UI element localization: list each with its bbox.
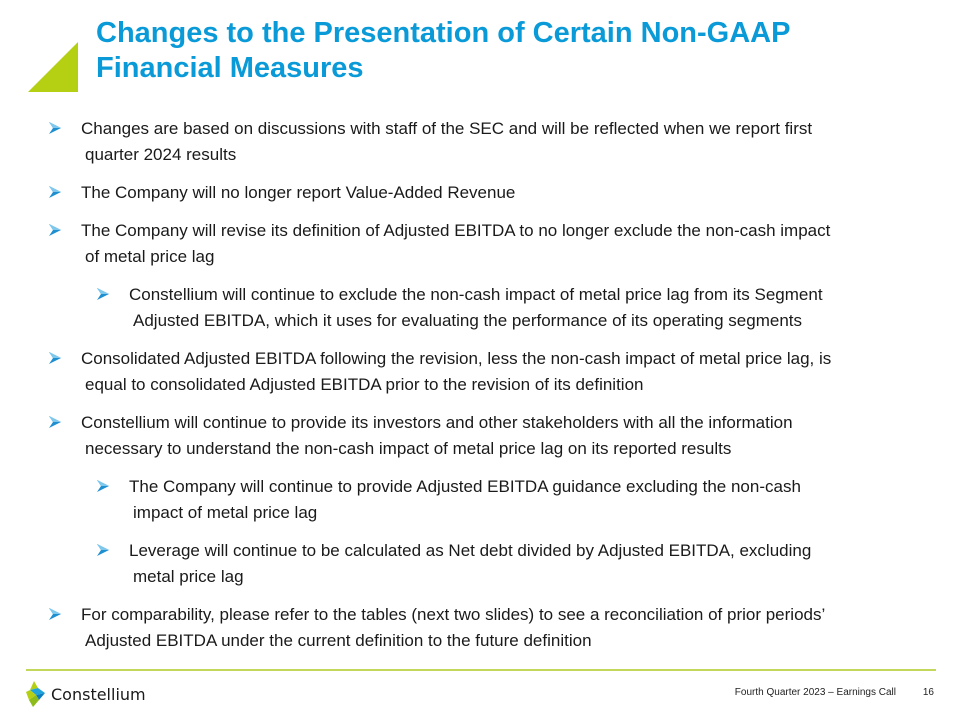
- bullet-item: [48, 346, 914, 398]
- bullet-text-line-1: Leverage will continue to be calculated as Net debt divided by Adjusted EBITDA, excluding: [129, 541, 812, 560]
- arrow-bullet-icon: [96, 287, 110, 301]
- arrow-bullet-icon: [48, 185, 62, 199]
- constellium-star-icon: [26, 681, 46, 707]
- bullet-text-line-2: necessary to understand the non-cash impact of metal price lag on its reported results: [85, 439, 732, 458]
- company-logo: [26, 681, 146, 707]
- sub-bullet-item: [96, 538, 914, 590]
- bullet-item: [48, 180, 914, 206]
- arrow-bullet-icon: [96, 479, 110, 493]
- title-line-1: Changes to the Presentation of Certain Non-GAAP: [96, 17, 791, 49]
- bullet-text-line-1: For comparability, please refer to the tables (next two slides) to see a reconciliation of prior periods’: [81, 605, 826, 624]
- bullet-text-line-2: Adjusted EBITDA under the current definition to the future definition: [85, 631, 592, 650]
- bullet-text-line-1: The Company will continue to provide Adjusted EBITDA guidance excluding the non-cash: [129, 477, 801, 496]
- bullet-text-line-1: Constellium will continue to exclude the non-cash impact of metal price lag from its Segment: [129, 285, 823, 304]
- bullet-text-line-1: The Company will revise its definition of Adjusted EBITDA to no longer exclude the non-cash impact: [81, 221, 831, 240]
- sub-bullet-item: [96, 474, 914, 526]
- arrow-bullet-icon: [96, 543, 110, 557]
- page-number: 16: [922, 687, 934, 698]
- bullet-item: [48, 218, 914, 270]
- bullet-text-line-2: impact of metal price lag: [133, 503, 318, 522]
- decorative-triangle: [28, 42, 78, 92]
- bullet-text-line-2: metal price lag: [133, 567, 244, 586]
- arrow-bullet-icon: [48, 351, 62, 365]
- arrow-bullet-icon: [48, 121, 62, 135]
- slide-title: [96, 16, 936, 86]
- bullet-text-line-1: Changes are based on discussions with staff of the SEC and will be reflected when we report first: [81, 119, 813, 138]
- bullet-item: [48, 116, 914, 168]
- bullet-item: [48, 602, 914, 654]
- bullet-text-line-1: Consolidated Adjusted EBITDA following the revision, less the non-cash impact of metal price lag, is: [81, 349, 832, 368]
- title-line-2: Financial Measures: [96, 52, 364, 84]
- footer-event: Fourth Quarter 2023 – Earnings Call: [734, 687, 896, 698]
- arrow-bullet-icon: [48, 223, 62, 237]
- arrow-bullet-icon: [48, 415, 62, 429]
- bullet-text-line-2: quarter 2024 results: [85, 145, 237, 164]
- logo-text: Constellium: [51, 684, 146, 704]
- bullet-text-line-1: The Company will no longer report Value-Added Revenue: [81, 183, 516, 202]
- bullet-text-line-2: Adjusted EBITDA, which it uses for evaluating the performance of its operating segments: [133, 311, 803, 330]
- bullet-text-line-1: Constellium will continue to provide its investors and other stakeholders with all the information: [81, 413, 793, 432]
- footer-divider: [26, 669, 936, 671]
- bullet-text-line-2: equal to consolidated Adjusted EBITDA prior to the revision of its definition: [85, 375, 644, 394]
- sub-bullet-item: [96, 282, 914, 334]
- bullet-item: [48, 410, 914, 462]
- bullet-list: [48, 116, 914, 654]
- bullet-text-line-2: of metal price lag: [85, 247, 215, 266]
- arrow-bullet-icon: [48, 607, 62, 621]
